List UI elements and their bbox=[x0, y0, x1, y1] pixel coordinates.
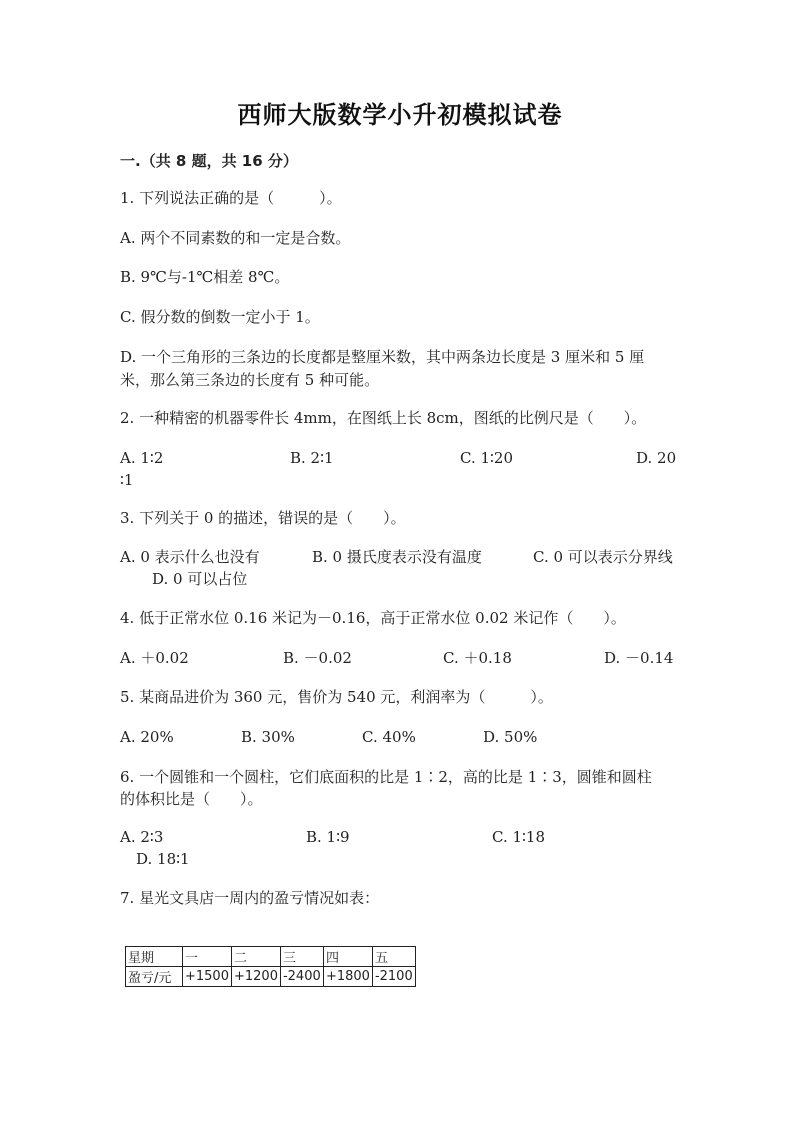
table-cell: 三 bbox=[280, 947, 323, 967]
q5-option-d: D. 50% bbox=[483, 728, 538, 746]
q4-option-a: A. ＋0.02 bbox=[120, 649, 189, 667]
section-heading: 一.（共 8 题，共 16 分） bbox=[120, 152, 298, 170]
q1-option-b: B. 9℃与-1℃相差 8℃。 bbox=[120, 268, 290, 286]
table-row bbox=[126, 967, 416, 987]
q6-option-a: A. 2∶3 bbox=[120, 828, 164, 846]
table-cell: -2400 bbox=[280, 967, 323, 987]
q1-stem: 1. 下列说法正确的是（ ）。 bbox=[120, 189, 342, 207]
q3-option-b: B. 0 摄氏度表示没有温度 bbox=[312, 548, 482, 566]
q1-option-c: C. 假分数的倒数一定小于 1。 bbox=[120, 308, 320, 326]
q3-option-a: A. 0 表示什么也没有 bbox=[120, 548, 260, 566]
q5-option-b: B. 30% bbox=[241, 728, 295, 746]
q2-option-d-wrap: ∶1 bbox=[120, 471, 134, 489]
q2-stem: 2. 一种精密的机器零件长 4mm，在图纸上长 8cm，图纸的比例尺是（ ）。 bbox=[120, 409, 647, 427]
q6-option-d: D. 18∶1 bbox=[136, 850, 190, 868]
q4-option-b: B. －0.02 bbox=[283, 649, 352, 667]
page-title: 西师大版数学小升初模拟试卷 bbox=[237, 101, 563, 129]
q4-stem: 4. 低于正常水位 0.16 米记为－0.16，高于正常水位 0.02 米记作（ ）。 bbox=[120, 609, 626, 627]
q5-option-c: C. 40% bbox=[362, 728, 416, 746]
table-cell: -2100 bbox=[372, 967, 415, 987]
q2-option-a: A. 1∶2 bbox=[120, 449, 164, 467]
table-cell: +1200 bbox=[231, 967, 280, 987]
table-cell: 一 bbox=[183, 947, 232, 967]
table-cell: 五 bbox=[372, 947, 415, 967]
q2-option-c: C. 1∶20 bbox=[460, 449, 514, 467]
q3-option-d: D. 0 可以占位 bbox=[152, 570, 248, 588]
q4-option-c: C. ＋0.18 bbox=[443, 649, 512, 667]
q1-option-d-line1: D. 一个三角形的三条边的长度都是整厘米数，其中两条边长度是 3 厘米和 5 厘 bbox=[120, 348, 645, 366]
q6-option-c: C. 1∶18 bbox=[492, 828, 546, 846]
q3-stem: 3. 下列关于 0 的描述，错误的是（ ）。 bbox=[120, 509, 406, 527]
profit-loss-table bbox=[125, 946, 416, 987]
q1-option-a: A. 两个不同素数的和一定是合数。 bbox=[120, 229, 351, 247]
q4-option-d: D. －0.14 bbox=[604, 649, 674, 667]
table-cell: 盈亏/元 bbox=[126, 967, 183, 987]
table-cell: +1500 bbox=[183, 967, 232, 987]
q6-option-b: B. 1∶9 bbox=[306, 828, 350, 846]
q7-stem: 7. 星光文具店一周内的盈亏情况如表： bbox=[120, 889, 380, 907]
q5-stem: 5. 某商品进价为 360 元，售价为 540 元，利润率为（ ）。 bbox=[120, 688, 553, 706]
q2-option-d: D. 20 bbox=[636, 449, 677, 467]
q2-option-b: B. 2∶1 bbox=[290, 449, 334, 467]
table-cell: +1800 bbox=[323, 967, 372, 987]
q1-option-d-line2: 米，那么第三条边的长度有 5 种可能。 bbox=[120, 371, 380, 389]
table-cell: 星期 bbox=[126, 947, 183, 967]
table-cell: 二 bbox=[231, 947, 280, 967]
q5-option-a: A. 20% bbox=[120, 728, 174, 746]
q3-option-c: C. 0 可以表示分界线 bbox=[533, 548, 673, 566]
table-header-row bbox=[126, 947, 416, 967]
table-cell: 四 bbox=[323, 947, 372, 967]
q6-stem-line2: 的体积比是（ ）。 bbox=[120, 790, 263, 808]
q6-stem-line1: 6. 一个圆锥和一个圆柱，它们底面积的比是 1∶2，高的比是 1∶3，圆锥和圆柱 bbox=[120, 768, 652, 786]
